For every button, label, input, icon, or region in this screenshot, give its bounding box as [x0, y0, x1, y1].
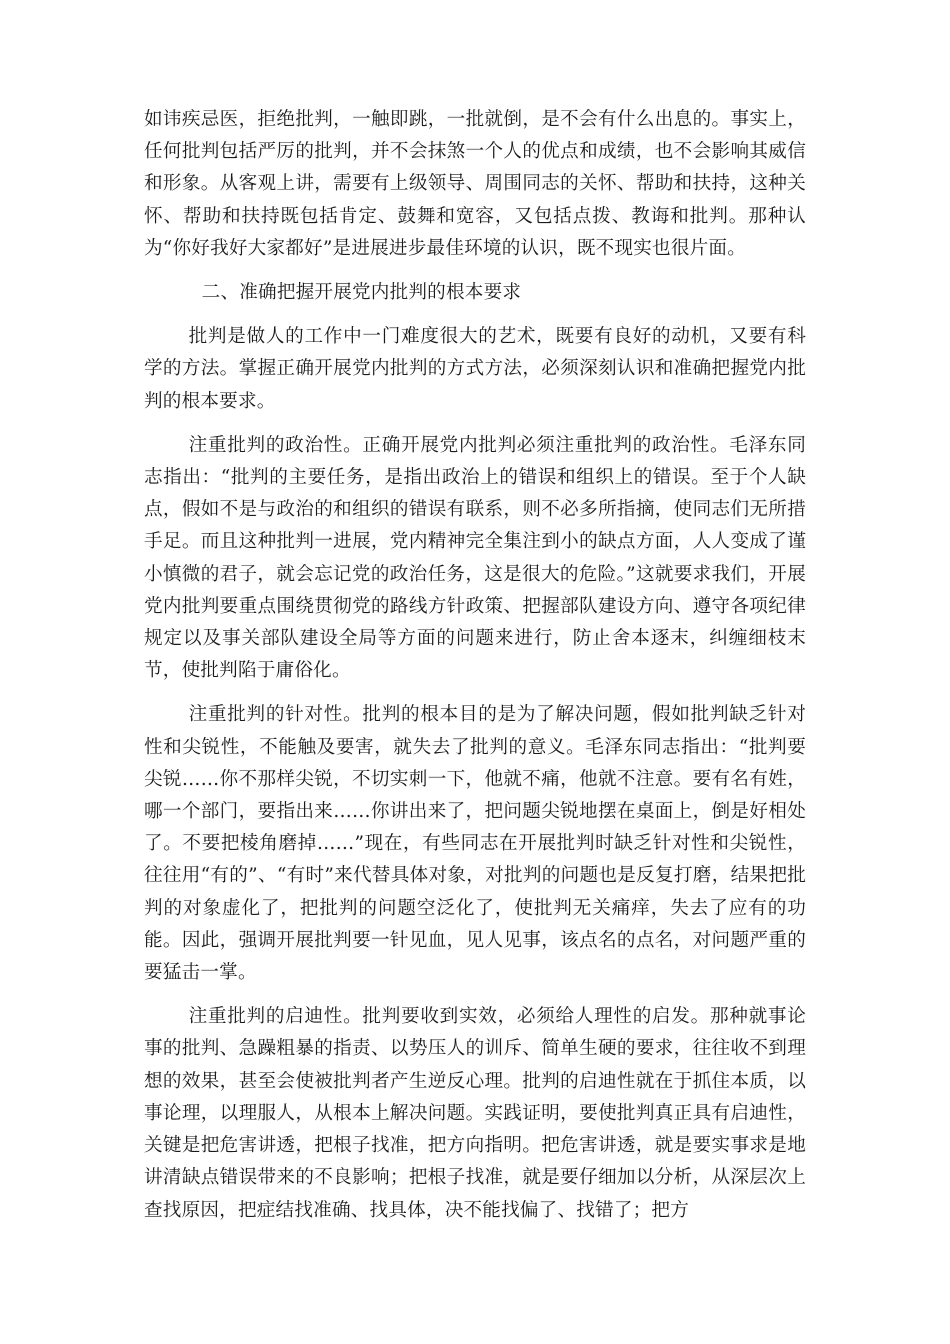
paragraph-political: 注重批判的政治性。正确开展党内批判必须注重批判的政治性。毛泽东同志指出：“批判的主要任务，是指出政治上的错误和组织上的错误。至于个人缺点，假如不是与政治的和组织的错误有联系，则不必多所指摘，使同志们无所措手足。而且这种批判一进展，党内精神完全集注到小的缺点方面，人人变成了谨小慎微的君子，就会忘记党的政治任务，这是很大的危险。”这就要求我们，开展党内批判要重点围绕贯彻党的路线方针政策、把握部队建设方向、遵守各项纪律规定以及事关部队建设全局等方面的问题来进行，防止舍本逐末，纠缠细枝末节，使批判陷于庸俗化。: [144, 434, 806, 682]
paragraph-continuation: 如讳疾忌医，拒绝批判，一触即跳，一批就倒，是不会有什么出息的。事实上，任何批判包括严厉的批判，并不会抹煞一个人的优点和成绩，也不会影响其威信和形象。从客观上讲，需要有上级领导、周围同志的关怀、帮助和扶持，这种关怀、帮助和扶持既包括肯定、鼓舞和宽容，又包括点拨、教诲和批判。那种认为“你好我好大家都好”是进展进步最佳环境的认识，既不现实也很片面。: [144, 109, 806, 259]
section-heading: 二、准确把握开展党内批判的根本要求: [201, 282, 522, 304]
paragraph-intro: 批判是做人的工作中一门难度很大的艺术，既要有良好的动机，又要有科学的方法。掌握正确开展党内批判的方式方法，必须深刻认识和准确把握党内批判的根本要求。: [144, 326, 806, 412]
paragraph-enlightenment: 注重批判的启迪性。批判要收到实效，必须给人理性的启发。那种就事论事的批判、急躁粗暴的指责、以势压人的训斥、简单生硬的要求，往往收不到理想的效果，甚至会使被批判者产生逆反心理。批判的启迪性就在于抓住本质，以事论理，以理服人，从根本上解决问题。实践证明，要使批判真正具有启迪性，关键是把危害讲透，把根子找准，把方向指明。把危害讲透，就是要实事求是地讲清缺点错误带来的不良影响；把根子找准，就是要仔细加以分析，从深层次上查找原因，把症结找准确、找具体，决不能找偏了、找错了；把方: [144, 1006, 806, 1221]
document-body: [144, 104, 806, 1227]
paragraph-pertinence: 注重批判的针对性。批判的根本目的是为了解决问题，假如批判缺乏针对性和尖锐性，不能触及要害，就失去了批判的意义。毛泽东同志指出：“批判要尖锐……你不那样尖锐，不切实刺一下，他就不痛，他就不注意。要有名有姓，哪一个部门，要指出来……你讲出来了，把问题尖锐地摆在桌面上，倒是好相处了。不要把棱角磨掉……”现在，有些同志在开展批判时缺乏针对性和尖锐性，往往用“有的”、“有时”来代替具体对象，对批判的问题也是反复打磨，结果把批判的对象虚化了，把批判的问题空泛化了，使批判无关痛痒，失去了应有的功能。因此，强调开展批判要一针见血，见人见事，该点名的点名，对问题严重的要猛击一掌。: [144, 704, 806, 984]
